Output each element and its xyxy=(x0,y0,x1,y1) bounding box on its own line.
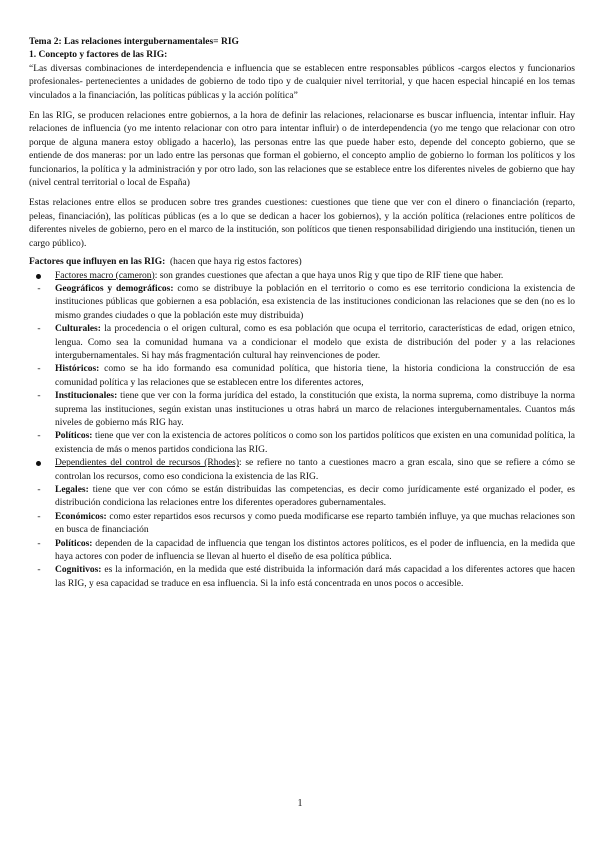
item-text: tiene que ver con cómo se están distribuidas las competencias, es decir como jurídicamente esté organizado el poder, es distribución condiciona las relaciones entre los diferentes operadores gubernamentales. xyxy=(55,485,575,509)
item-term: Económicos: xyxy=(55,511,107,522)
list-item xyxy=(29,270,575,283)
item-text: tiene que ver con la forma jurídica del estado, la constitución que exista, la norma suprema, como distribuye la norma suprema las instituciones, según existan unas instituciones u otras habrá un marco de relaciones intergubernamentales. Cuantos más niveles de gobierno más RIG hay. xyxy=(55,391,575,428)
dash-marker: - xyxy=(37,283,41,294)
paragraph-rig-relations: En las RIG, se producen relaciones entre gobiernos, a la hora de definir las relaciones, relacionarse es buscar influencia, intentar influir. Hay relaciones de influencia (yo me intento relacionar con otro para intentar influir) o de interdependencia (yo me tengo que relacionar con otro porque de alguna manera estoy obligado a hacerlo), las personas entre las que puede haber esto, depende del concepto gobierno, que se entiende de dos maneras: por un lado entre las personas que forman el gobierno, el concepto amplio de gobierno lo forman los políticos y los funcionarios, la política y la administración y por otro lado, son las relaciones que se establece entre los diferentes niveles de gobierno que hay (nivel central territorial o local de España) xyxy=(29,111,575,189)
dash-marker: - xyxy=(37,364,41,375)
item-text: la procedencia o el origen cultural, como es esa población que ocupa el territorio, características de edad, origen etnico, lengua. Como sea la comunidad humana va a condicionar el modelo que exista de distribución del poder y a las relaciones intergubernamentales. Si hay más fragmentación cultural hay reinvenciones de poder. xyxy=(55,324,575,361)
list-item xyxy=(29,323,575,363)
list-item xyxy=(29,511,575,538)
dash-marker: - xyxy=(37,431,41,442)
item-term: Legales: xyxy=(55,485,89,495)
dash-marker: - xyxy=(37,391,41,402)
item-text: es la información, en la medida que esté distribuida la información dará más capacidad a los diferentes actores que hacen las RIG, y esa capacidad se traduce en esa influencia. Si la info está concentrada en unos pocos o accesible. xyxy=(55,565,575,589)
dash-marker: - xyxy=(37,485,41,495)
dash-marker: - xyxy=(37,511,41,522)
item-text: dependen de la capacidad de influencia que tengan los distintos actores políticos, es el poder de influencia, en la medida que haya actores con poder de influencia se llevan al huerto el diseño de esa política pública. xyxy=(55,538,575,563)
dash-marker: - xyxy=(37,324,41,335)
item-term: Políticos: xyxy=(55,538,93,549)
factors-heading-line xyxy=(29,256,575,269)
list-item xyxy=(29,484,575,511)
factors-note: (hacen que haya rig estos factores) xyxy=(170,257,302,268)
dash-marker: - xyxy=(37,565,41,576)
item-text: : se refiere no tanto a cuestiones macro a gran escala, sino que se refiere a cómo se controlan los recursos, como eso condiciona la existencia de las RIG. xyxy=(55,458,576,482)
factors-list xyxy=(29,270,575,592)
item-term: Institucionales: xyxy=(55,391,118,402)
item-text: como se distribuye la población en el territorio o como es ese territorio condiciona la existencia de instituciones públicas que gobiernen a esa población, esa existencia de las instituciones condicionan las relaciones que se den (no es lo mismo grandes ciudades o que la población este muy distribuida) xyxy=(55,283,575,321)
item-term: Cognitivos: xyxy=(55,565,102,576)
definition-quote: “Las diversas combinaciones de interdependencia e influencia que se establecen entre responsables públicos -cargos electos y funcionarios profesionales- pertenecientes a unidades de gobierno de todo tipo y de cualquier nivel territorial, y que hacen especial hincapié en los temas vinculados a la financiación, las políticas públicas y la acción política” xyxy=(29,63,575,101)
page-number: 1 xyxy=(297,798,303,809)
list-item xyxy=(29,538,575,565)
list-item xyxy=(29,390,575,430)
document-page xyxy=(29,36,575,591)
item-term: Políticos: xyxy=(55,431,93,442)
list-item xyxy=(29,283,575,323)
paragraph-three-questions: Estas relaciones entre ellos se producen sobre tres grandes cuestiones: cuestiones que tiene que ver con el dinero o financiación (reparto, peleas, financiación), las políticas públicas (es a lo que se dedican a hacer los gobiernos), y la acción política (relaciones entre políticos de diferentes niveles de gobierno, pero en el marco de la institución, son políticos que tienen responsabilidad dirigiendo una institución, tienen un cargo público). xyxy=(29,198,575,249)
list-item xyxy=(29,457,575,484)
item-term: Factores macro (cameron) xyxy=(55,270,155,281)
item-term: Dependientes del control de recursos (Rhodes) xyxy=(55,458,240,469)
item-term: Culturales: xyxy=(55,324,101,335)
list-item xyxy=(29,363,575,390)
document-title: Tema 2: Las relaciones intergubernamentales= RIG xyxy=(29,37,239,47)
item-text: como se ha ido formando esa comunidad política, que historia tiene, la historia condiciona la construcción de esa comunidad política y las relaciones que se establecen entre los diferentes actores, xyxy=(55,364,575,388)
item-text: : son grandes cuestiones que afectan a que haya unos Rig y que tipo de RIF tiene que haber. xyxy=(154,270,504,281)
item-text: como ester repartidos esos recursos y como pueda modificarse ese reparto también influye, ya que muchas relaciones son en busca de financiación xyxy=(55,511,575,536)
item-term: Históricos: xyxy=(55,364,100,375)
factors-heading: Factores que influyen en las RIG: xyxy=(29,257,166,268)
item-term: Geográficos y demográficos: xyxy=(55,283,174,294)
item-text: tiene que ver con la existencia de actores políticos o como son los partidos políticos que existen en una comunidad política, la existencia de más o menos partidos condiciona las RIG. xyxy=(55,431,575,455)
list-item xyxy=(29,430,575,457)
list-item xyxy=(29,564,575,591)
section-heading: 1. Concepto y factores de las RIG: xyxy=(29,50,168,61)
dash-marker: - xyxy=(37,538,41,549)
